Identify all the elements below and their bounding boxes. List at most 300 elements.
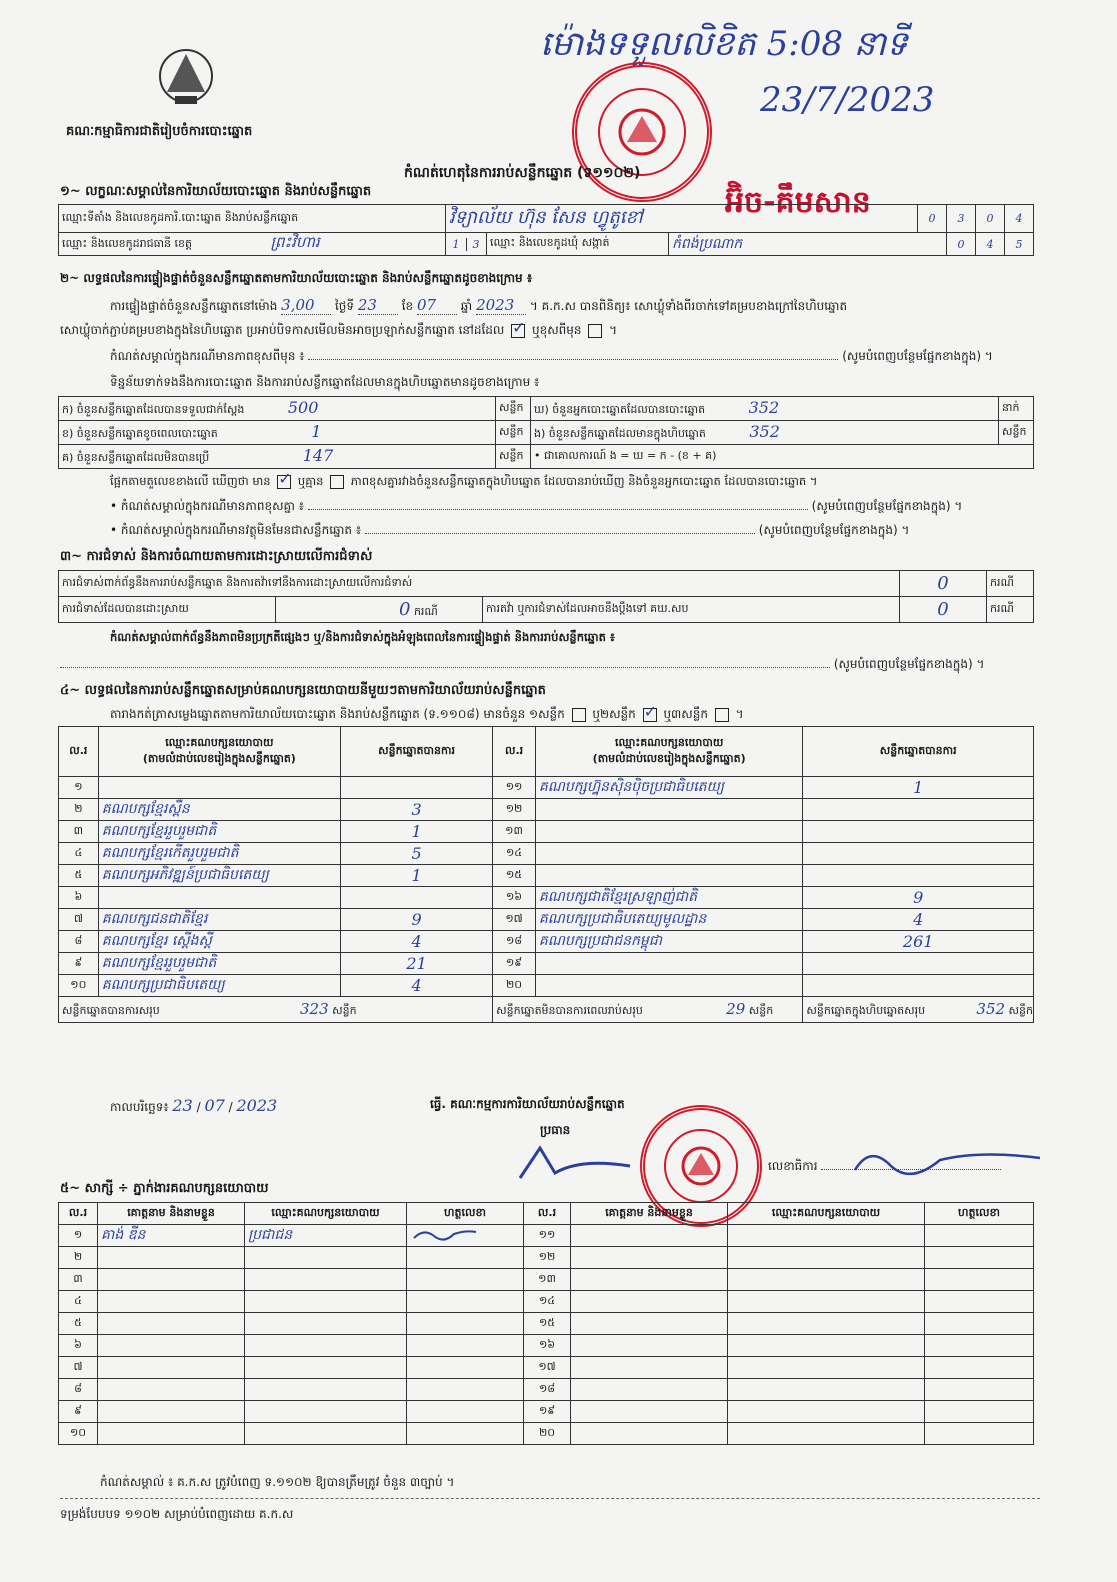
table-row bbox=[59, 1401, 1034, 1423]
col-sign: ហត្ថលេខា bbox=[925, 1203, 1034, 1225]
resolved-value: 0 bbox=[399, 598, 411, 620]
party-no: ១២ bbox=[493, 799, 536, 821]
witness-name bbox=[98, 1401, 245, 1423]
verify-month-label: ខែ bbox=[401, 299, 414, 313]
verification-line bbox=[110, 296, 847, 316]
witness-signature bbox=[407, 1357, 524, 1379]
bullet2-text: • កំណត់សម្គាល់ក្នុងករណីមានវត្ថុមិនមែនជាសន្លឹកឆ្នោត ៖ bbox=[110, 523, 362, 537]
results-table bbox=[58, 726, 1034, 1023]
total-box-label: សន្លឹកឆ្នោតក្នុងហិបឆ្នោតសរុប bbox=[806, 1003, 926, 1017]
note-hint: (សូមបំពេញបន្ថែមផ្នែកខាងក្នុង) ។ bbox=[842, 349, 993, 363]
party-votes: 1 bbox=[340, 821, 492, 843]
objections-value: 0 bbox=[900, 571, 987, 597]
party-name bbox=[98, 777, 340, 799]
party-name: គណបក្សប្រជាធិបតេយ្យមូលដ្ឋាន bbox=[535, 909, 802, 931]
witness-signature bbox=[407, 1313, 524, 1335]
witness-no: ៥ bbox=[59, 1313, 98, 1335]
bullet2-line bbox=[110, 522, 909, 540]
lock-check-text: សោឃ្លុំចាក់ភ្ជាប់គម្របខាងក្នុងនៃហិបឆ្នោត ប្រអាប់បិទកាសមើលមិនអាចប្រឡាក់សន្លឹកឆ្នោត នៅដដែល bbox=[60, 323, 505, 337]
note-dots bbox=[308, 359, 838, 360]
spoiled-ballots-value: 1 bbox=[311, 422, 322, 441]
party-name: គណបក្សអភិវឌ្ឍន៍ប្រជាធិបតេយ្យ bbox=[98, 865, 340, 887]
note-line bbox=[110, 348, 993, 366]
party-name: គណបក្សខ្មែរកើតរួបរួមជាតិ bbox=[98, 843, 340, 865]
verify-month: 07 bbox=[417, 296, 457, 315]
witness-signature bbox=[407, 1291, 524, 1313]
witness-name bbox=[571, 1379, 728, 1401]
witness-party bbox=[728, 1401, 925, 1423]
verify-day-label: ថ្ងៃទី bbox=[335, 299, 355, 313]
section3-heading: ៣~ ការជំទាស់ និងការចំណាយតាមការដោះស្រាយលើការជំទាស់ bbox=[60, 549, 373, 564]
table-row bbox=[59, 1247, 1034, 1269]
table-row bbox=[59, 1357, 1034, 1379]
sign-date-month: 07 bbox=[204, 1096, 225, 1115]
party-votes: 4 bbox=[803, 909, 1034, 931]
discrepancy-text-c: ភាពខុសគ្នារវាងចំនួនសន្លឹកឆ្នោតក្នុងហិបឆ្នោត ដែលបានរាប់ឃើញ និងចំនួនអ្នកបោះឆ្នោត ដែលបានបោះឆ្នោត ។ bbox=[350, 474, 818, 488]
witness-signature bbox=[925, 1269, 1034, 1291]
party-no: ៣ bbox=[59, 821, 99, 843]
witness-name bbox=[571, 1357, 728, 1379]
section2-heading: ២~ លទ្ធផលនៃការផ្ទៀងផ្ទាត់ចំនួនសន្លឹកឆ្នោតតាមការិយាល័យបោះឆ្នោត និងរាប់សន្លឹកឆ្នោតដូចខាងក្រោម ៖ bbox=[60, 271, 533, 285]
party-name: គណបក្សប្រជាជនកម្ពុជា bbox=[535, 931, 802, 953]
witness-no: ៧ bbox=[59, 1357, 98, 1379]
party-no: ១៤ bbox=[493, 843, 536, 865]
doc-title: កំណត់ហេតុនៃការរាប់សន្លឹកឆ្នោត (ទ១១០២) bbox=[404, 165, 641, 181]
unit-label: សន្លឹក bbox=[332, 1003, 357, 1017]
party-name: គណបក្សខ្មែរស្ពឺន bbox=[98, 799, 340, 821]
witness-signature bbox=[925, 1379, 1034, 1401]
discrepancy-text-a: ផ្អែកតាមតួលេខខាងលើ ឃើញថា មាន bbox=[110, 474, 271, 488]
table-row bbox=[59, 887, 1034, 909]
witness-no: ២ bbox=[59, 1247, 98, 1269]
col-party: ឈ្មោះគណបក្សនយោបាយ bbox=[615, 735, 724, 749]
unit-label: សន្លឹក bbox=[999, 421, 1034, 445]
unit-label: សន្លឹក bbox=[748, 1003, 774, 1017]
location-code-digit: 3 bbox=[947, 205, 976, 233]
party-name: គណបក្សប្រជាធិបតេយ្យ bbox=[98, 975, 340, 997]
witness-name bbox=[571, 1269, 728, 1291]
unit-label: សន្លឹក bbox=[496, 397, 531, 421]
col-no: ល.រ bbox=[59, 1203, 98, 1225]
province-label: ឈ្មោះ និងលេខកូដរាជធានី ខេត្ត bbox=[62, 237, 192, 250]
commune-label: ឈ្មោះ និងលេខកូដឃុំ សង្កាត់ bbox=[487, 233, 669, 256]
witness-name bbox=[98, 1313, 245, 1335]
witness-party bbox=[245, 1269, 407, 1291]
footer-form-label: ទម្រង់បែបបទ ១១០២ សម្រាប់បំពេញដោយ គ.ក.ស bbox=[60, 1507, 294, 1521]
witness-signature bbox=[925, 1357, 1034, 1379]
party-votes: 9 bbox=[340, 909, 492, 931]
col-votes: សន្លឹកឆ្នោតបានការ bbox=[340, 727, 492, 777]
bullet2-dots bbox=[365, 533, 755, 534]
table-row bbox=[59, 1269, 1034, 1291]
witness-name bbox=[98, 1357, 245, 1379]
party-votes: 21 bbox=[340, 953, 492, 975]
witness-name bbox=[98, 1269, 245, 1291]
secretary-label: លេខាធិការ bbox=[768, 1159, 818, 1173]
party-no: ១៣ bbox=[493, 821, 536, 843]
witness-signature bbox=[925, 1247, 1034, 1269]
sign-date-label: កាលបរិច្ឆេទ៖ bbox=[110, 1100, 169, 1114]
party-votes bbox=[803, 843, 1034, 865]
party-no: ១០ bbox=[59, 975, 99, 997]
witness-party bbox=[728, 1225, 925, 1247]
witness-signature bbox=[925, 1225, 1034, 1247]
witness-party bbox=[728, 1335, 925, 1357]
section4-heading: ៤~ លទ្ធផលនៃការរាប់សន្លឹកឆ្នោតសម្រាប់គណបក្សនយោបាយនីមួយៗតាមការិយាល័យរាប់សន្លឹកឆ្នោត bbox=[60, 683, 546, 698]
location-label: ឈ្មោះទីតាំង និងលេខកូដការិ.បោះឆ្នោត និងរាប់សន្លឹកឆ្នោត bbox=[59, 205, 446, 233]
table-row bbox=[59, 953, 1034, 975]
total-box-value: 352 bbox=[976, 999, 1006, 1018]
witness-signature bbox=[925, 1313, 1034, 1335]
bullet1-hint: (សូមបំពេញបន្ថែមផ្នែកខាងក្នុង) ។ bbox=[811, 499, 963, 513]
appeal-label: ការតវ៉ា ឬការជំទាស់ដែលអាចនឹងប្ដឹងទៅ គឃ.សប bbox=[483, 597, 900, 623]
commune-code-digit: 5 bbox=[1005, 233, 1034, 256]
witness-signature bbox=[407, 1335, 524, 1357]
verify-year-label: ឆ្នាំ bbox=[460, 299, 473, 313]
bullet1-dots bbox=[308, 509, 808, 510]
witness-party: ប្រជាជន bbox=[245, 1225, 407, 1247]
table-row bbox=[59, 1291, 1034, 1313]
irregularity-dots bbox=[60, 667, 830, 668]
party-no: ១១ bbox=[493, 777, 536, 799]
irregularity-hint: (សូមបំពេញបន្ថែមផ្នែកខាងក្នុង) ។ bbox=[833, 657, 985, 671]
witness-signature bbox=[925, 1335, 1034, 1357]
party-no: ១៦ bbox=[493, 887, 536, 909]
party-votes: 261 bbox=[803, 931, 1034, 953]
party-name bbox=[535, 843, 802, 865]
verify-line-text: ។ គ.ក.ស បានពិនិត្យ៖ សោឃ្លុំទាំងពីរចាក់ទៅគម្របខាងក្រៅនៃហិបឆ្នោត bbox=[529, 299, 848, 313]
location-code-digit: 0 bbox=[976, 205, 1005, 233]
table-row bbox=[59, 821, 1034, 843]
footer-divider bbox=[60, 1498, 1040, 1499]
box-ballots-value: 352 bbox=[749, 422, 780, 441]
party-no: ១ bbox=[59, 777, 99, 799]
party-name: គណបក្សជនជាតិខ្មែរ bbox=[98, 909, 340, 931]
location-code-digit: 0 bbox=[918, 205, 947, 233]
witness-party bbox=[245, 1357, 407, 1379]
two-sheets-checkbox[interactable] bbox=[643, 708, 657, 722]
no-discrepancy-checkbox[interactable] bbox=[330, 475, 344, 489]
table-row bbox=[59, 1225, 1034, 1247]
party-votes: 9 bbox=[803, 887, 1034, 909]
witness-party bbox=[728, 1379, 925, 1401]
witness-name bbox=[571, 1291, 728, 1313]
discrepancy-text-b: ឬគ្មាន bbox=[297, 474, 324, 488]
spoiled-ballots-label: ខ) ចំនួនសន្លឹកឆ្នោតខូចពេលបោះឆ្នោត bbox=[62, 427, 218, 440]
different-label: ឬខុសពីមុន bbox=[531, 323, 582, 337]
witness-party bbox=[245, 1401, 407, 1423]
witness-signature bbox=[407, 1225, 524, 1247]
witness-party bbox=[728, 1423, 925, 1445]
party-no: ៤ bbox=[59, 843, 99, 865]
party-votes bbox=[340, 887, 492, 909]
unused-ballots-value: 147 bbox=[302, 446, 334, 465]
witness-no: ១៨ bbox=[524, 1379, 571, 1401]
committee-label: ធ្វើ. គណៈកម្មការការិយាល័យរាប់សន្លឹកឆ្នោត bbox=[430, 1097, 625, 1111]
witness-party bbox=[728, 1247, 925, 1269]
party-name: គណបក្សខ្មែររួបរួមជាតិ bbox=[98, 953, 340, 975]
witness-no: ១៧ bbox=[524, 1357, 571, 1379]
party-no: ១៩ bbox=[493, 953, 536, 975]
party-votes bbox=[803, 865, 1034, 887]
one-sheet-checkbox[interactable] bbox=[572, 708, 586, 722]
col-party: ឈ្មោះគណបក្សនយោបាយ bbox=[728, 1203, 925, 1225]
unit-label: ករណី bbox=[987, 571, 1034, 597]
witness-party bbox=[245, 1335, 407, 1357]
party-votes bbox=[803, 799, 1034, 821]
col-party: ឈ្មោះគណបក្សនយោបាយ bbox=[245, 1203, 407, 1225]
unit-label: សន្លឹក bbox=[496, 421, 531, 445]
witness-name bbox=[571, 1225, 728, 1247]
location-value: វិទ្យាល័យ ហ៊ុន សែន ហ្វូតូខៅ bbox=[446, 205, 918, 233]
table-row bbox=[59, 1379, 1034, 1401]
witness-name bbox=[98, 1335, 245, 1357]
party-name bbox=[535, 953, 802, 975]
witness-no: ៣ bbox=[59, 1269, 98, 1291]
party-name bbox=[535, 821, 802, 843]
formula-text: • ជាគោលការណ៍ ង = ឃ = ក - (ខ + គ) bbox=[531, 445, 1034, 469]
witness-name bbox=[571, 1313, 728, 1335]
party-votes: 4 bbox=[340, 975, 492, 997]
secretary-signature-icon bbox=[850, 1140, 1050, 1180]
party-votes: 1 bbox=[803, 777, 1034, 799]
witness-no: ៨ bbox=[59, 1379, 98, 1401]
footer-note: កំណត់សម្គាល់ ៖ គ.ក.ស ត្រូវបំពេញ ទ.១១០២ ឱ្យបានត្រឹមត្រូវ ចំនួន ៣ច្បាប់ ។ bbox=[100, 1475, 455, 1489]
witness-no: ១៩ bbox=[524, 1401, 571, 1423]
col-no: ល.រ bbox=[493, 727, 536, 777]
party-no: ១៥ bbox=[493, 865, 536, 887]
unit-label: នាក់ bbox=[999, 397, 1034, 421]
party-name: គណបក្សហ្វ៊ុនស៊ិនប៉ិចប្រជាធិបតេយ្យ bbox=[535, 777, 802, 799]
data-intro: ទិន្នន័យទាក់ទងនឹងការបោះឆ្នោត និងការរាប់សន្លឹកឆ្នោតដែលមានក្នុងហិបឆ្នោតមានដូចខាងក្រោម ៖ bbox=[110, 375, 540, 389]
unit-label: សន្លឹក bbox=[1008, 1003, 1033, 1017]
location-code-digit: 4 bbox=[1005, 205, 1034, 233]
total-invalid-value: 29 bbox=[726, 999, 746, 1018]
two-sheets-label: ឬ២សន្លឹក bbox=[592, 707, 636, 721]
party-name: គណបក្សជាតិខ្មែរស្រឡាញ់ជាតិ bbox=[535, 887, 802, 909]
sign-date-line: កាលបរិច្ឆេទ៖ 23 / 07 / 2023 bbox=[110, 1096, 278, 1115]
witness-name bbox=[571, 1423, 728, 1445]
col-no: ល.រ bbox=[59, 727, 99, 777]
witness-no: ១៥ bbox=[524, 1313, 571, 1335]
unit-label: ករណី bbox=[413, 604, 438, 618]
party-votes: 5 bbox=[340, 843, 492, 865]
sign-date-day: 23 bbox=[172, 1096, 193, 1115]
witness-party bbox=[245, 1291, 407, 1313]
witness-signature bbox=[407, 1423, 524, 1445]
sheet-count-line: តារាងកត់ត្រាសម្លេងឆ្នោតតាមការិយាល័យបោះឆ្នោត និងរាប់សន្លឹកឆ្នោត (ទ.១១០៨) មានចំនួន ១សន្លឹក ឬ២សន្លឹក ✓ ឬ៣សន្លឹក ។ bbox=[110, 706, 744, 724]
lock-check-line: សោឃ្លុំចាក់ភ្ជាប់គម្របខាងក្នុងនៃហិបឆ្នោត ប្រអាប់បិទកាសមើលមិនអាចប្រឡាក់សន្លឹកឆ្នោត នៅដដែល ✓ ឬខុសពីមុន ។ bbox=[60, 322, 617, 340]
commune-value: កំពង់ប្រណាក bbox=[669, 233, 947, 256]
witness-name bbox=[571, 1335, 728, 1357]
bullet1-text: • កំណត់សម្គាល់ក្នុងករណីមានភាពខុសគ្នា ៖ bbox=[110, 499, 305, 513]
note-label: កំណត់សម្គាល់ក្នុងករណីមានភាពខុសពីមុន ៖ bbox=[110, 349, 305, 363]
party-no: ៦ bbox=[59, 887, 99, 909]
section1-heading: ១~ លក្ខណៈសម្គាល់នៃការិយាល័យបោះឆ្នោត និងរាប់សន្លឹកឆ្នោត bbox=[60, 184, 372, 199]
verify-time-label: ការផ្ទៀងផ្ទាត់ចំនួនសន្លឹកឆ្នោតនៅម៉ោង bbox=[110, 299, 278, 313]
unit-label: សន្លឹក bbox=[496, 445, 531, 469]
appeal-value: 0 bbox=[900, 597, 987, 623]
box-ballots-label: ង) ចំនួនសន្លឹកឆ្នោតដែលមានក្នុងហិបឆ្នោត bbox=[534, 427, 706, 440]
col-no: ល.រ bbox=[524, 1203, 571, 1225]
witness-no: ១៤ bbox=[524, 1291, 571, 1313]
witness-name bbox=[571, 1247, 728, 1269]
total-invalid-label: សន្លឹកឆ្នោតមិនបានការពេលរាប់សរុប bbox=[496, 1003, 643, 1017]
voters-value: 352 bbox=[748, 398, 780, 417]
party-name bbox=[98, 887, 340, 909]
table-row bbox=[59, 1423, 1034, 1445]
total-valid-value: 323 bbox=[300, 999, 329, 1018]
province-value: ព្រះវិហារ bbox=[270, 233, 320, 251]
col-party: ឈ្មោះគណបក្សនយោបាយ bbox=[165, 735, 274, 749]
irregularity-note: កំណត់សម្គាល់ពាក់ព័ន្ធនឹងភាពមិនប្រក្រតីផ្សេងៗ ឬ/និងការជំទាស់ក្នុងអំឡុងពេលនៃការផ្ទៀងផ្ទាត់ និងការរាប់សន្លឹកឆ្នោត ៖ bbox=[110, 630, 615, 644]
witness-name bbox=[98, 1423, 245, 1445]
witness-no: ១២ bbox=[524, 1247, 571, 1269]
table-row bbox=[59, 975, 1034, 997]
witness-party bbox=[728, 1357, 925, 1379]
section5-heading: ៥~ សាក្សី ÷ ភ្នាក់ងារគណបក្សនយោបាយ bbox=[60, 1181, 269, 1196]
results-body bbox=[59, 777, 1034, 997]
witness-no: ១ bbox=[59, 1225, 98, 1247]
witness-signature bbox=[925, 1291, 1034, 1313]
table-row bbox=[59, 1335, 1034, 1357]
witness-no: ១១ bbox=[524, 1225, 571, 1247]
party-no: ៥ bbox=[59, 865, 99, 887]
chair-signature-icon bbox=[510, 1138, 640, 1188]
has-discrepancy-checkbox[interactable] bbox=[277, 475, 291, 489]
witnesses-table bbox=[58, 1202, 1034, 1445]
received-ballots-label: ក) ចំនួនសន្លឹកឆ្នោតដែលបានទទួលជាក់ស្ដែង bbox=[62, 403, 245, 416]
received-time-note: ម៉ោងទទួលលិខិត 5:08 នាទី bbox=[540, 24, 908, 64]
commune-code-digit: 4 bbox=[976, 233, 1005, 256]
party-no: ២០ bbox=[493, 975, 536, 997]
stamp-name: អ៊ិច-គឹមសាន bbox=[725, 185, 871, 220]
witness-signature bbox=[925, 1423, 1034, 1445]
col-party-sub: (តាមលំដាប់លេខរៀងក្នុងសន្លឹកឆ្នោត) bbox=[592, 751, 746, 765]
commune-code-digit: 0 bbox=[947, 233, 976, 256]
witness-signature bbox=[407, 1247, 524, 1269]
witness-name bbox=[98, 1291, 245, 1313]
total-valid-label: សន្លឹកឆ្នោតបានការសរុប bbox=[62, 1003, 160, 1017]
voters-label: ឃ) ចំនួនអ្នកបោះឆ្នោតដែលបានបោះឆ្នោត bbox=[534, 403, 706, 416]
table-row bbox=[59, 777, 1034, 799]
chair-label: ប្រធាន bbox=[540, 1123, 571, 1137]
party-name bbox=[535, 865, 802, 887]
witness-signature-icon bbox=[410, 1226, 480, 1242]
irregularity-line bbox=[60, 656, 984, 674]
party-votes bbox=[803, 953, 1034, 975]
section1-table bbox=[58, 204, 1034, 256]
objections-label: ការជំទាស់ពាក់ព័ន្ធនឹងការរាប់សន្លឹកឆ្នោត និងការតវ៉ាទៅនឹងការដោះស្រាយលើការជំទាស់ bbox=[59, 571, 900, 597]
party-votes: 4 bbox=[340, 931, 492, 953]
col-votes: សន្លឹកឆ្នោតបានការ bbox=[803, 727, 1034, 777]
party-name bbox=[535, 975, 802, 997]
table-row bbox=[59, 799, 1034, 821]
table-row bbox=[59, 843, 1034, 865]
col-sign: ហត្ថលេខា bbox=[407, 1203, 524, 1225]
party-votes bbox=[803, 821, 1034, 843]
witness-no: ២០ bbox=[524, 1423, 571, 1445]
verify-time: 3,00 bbox=[281, 296, 331, 315]
emblem-icon bbox=[155, 42, 217, 112]
party-no: ១៨ bbox=[493, 931, 536, 953]
ballot-stats-table bbox=[58, 396, 1034, 469]
witness-party bbox=[245, 1423, 407, 1445]
same-checkbox[interactable] bbox=[511, 324, 525, 338]
witness-signature bbox=[407, 1379, 524, 1401]
witness-no: ៦ bbox=[59, 1335, 98, 1357]
witness-no: ១៣ bbox=[524, 1269, 571, 1291]
party-no: ៨ bbox=[59, 931, 99, 953]
different-checkbox[interactable] bbox=[588, 324, 602, 338]
col-party-sub: (តាមលំដាប់លេខរៀងក្នុងសន្លឹកឆ្នោត) bbox=[142, 751, 296, 765]
table-row bbox=[59, 1313, 1034, 1335]
sign-date-year: 2023 bbox=[236, 1096, 278, 1115]
witness-party bbox=[245, 1247, 407, 1269]
witness-name bbox=[98, 1247, 245, 1269]
witness-name bbox=[98, 1379, 245, 1401]
party-name bbox=[535, 799, 802, 821]
party-no: ៩ bbox=[59, 953, 99, 975]
witness-no: ១០ bbox=[59, 1423, 98, 1445]
party-name: គណបក្សខ្មែរ ស្ដើងស្ដី bbox=[98, 931, 340, 953]
witness-party bbox=[728, 1269, 925, 1291]
party-votes: 3 bbox=[340, 799, 492, 821]
witness-body bbox=[59, 1225, 1034, 1445]
col-name: គោត្តនាម និងនាមខ្លួន bbox=[571, 1203, 728, 1225]
witness-name bbox=[571, 1401, 728, 1423]
witness-party bbox=[245, 1313, 407, 1335]
party-votes bbox=[803, 975, 1034, 997]
party-no: ២ bbox=[59, 799, 99, 821]
witness-no: ១៦ bbox=[524, 1335, 571, 1357]
province-code-digit: 3 bbox=[472, 237, 480, 251]
received-date-note: 23/7/2023 bbox=[760, 80, 935, 120]
sheet-count-text: តារាងកត់ត្រាសម្លេងឆ្នោតតាមការិយាល័យបោះឆ្នោត និងរាប់សន្លឹកឆ្នោត (ទ.១១០៨) មានចំនួន ១សន្លឹក bbox=[110, 707, 565, 721]
party-no: ១៧ bbox=[493, 909, 536, 931]
verify-year: 2023 bbox=[476, 296, 526, 315]
three-sheets-checkbox[interactable] bbox=[715, 708, 729, 722]
witness-party bbox=[728, 1313, 925, 1335]
stamp-emblem-icon bbox=[676, 1141, 726, 1191]
witness-no: ៩ bbox=[59, 1401, 98, 1423]
party-name: គណបក្សខ្មែររួបរួមជាតិ bbox=[98, 821, 340, 843]
bullet2-hint: (សូមបំពេញបន្ថែមផ្នែកខាងក្នុង) ។ bbox=[758, 523, 910, 537]
table-row bbox=[59, 865, 1034, 887]
province-code-digit: 1 bbox=[446, 238, 467, 251]
resolved-label: ការជំទាស់ដែលបានដោះស្រាយ bbox=[59, 597, 276, 623]
discrepancy-line bbox=[110, 474, 817, 491]
unit-label: ករណី bbox=[987, 597, 1034, 623]
party-votes: 1 bbox=[340, 865, 492, 887]
witness-signature bbox=[407, 1269, 524, 1291]
bullet1-line bbox=[110, 498, 962, 516]
witness-party bbox=[245, 1379, 407, 1401]
witness-party bbox=[728, 1291, 925, 1313]
witness-name: គាង់ ឌីន bbox=[98, 1225, 245, 1247]
witness-signature bbox=[407, 1401, 524, 1423]
witness-signature bbox=[925, 1401, 1034, 1423]
unused-ballots-label: គ) ចំនួនសន្លឹកឆ្នោតដែលមិនបានប្រើ bbox=[62, 451, 210, 464]
col-name: គោត្តនាម និងនាមខ្លួន bbox=[98, 1203, 245, 1225]
verify-day: 23 bbox=[358, 296, 398, 315]
three-sheets-label: ឬ៣សន្លឹក bbox=[663, 707, 708, 721]
party-no: ៧ bbox=[59, 909, 99, 931]
org-name: គណៈកម្មាធិការជាតិរៀបចំការបោះឆ្នោត bbox=[66, 124, 253, 139]
table-row bbox=[59, 931, 1034, 953]
objections-table bbox=[58, 570, 1034, 623]
stamp-emblem-icon bbox=[612, 102, 672, 162]
